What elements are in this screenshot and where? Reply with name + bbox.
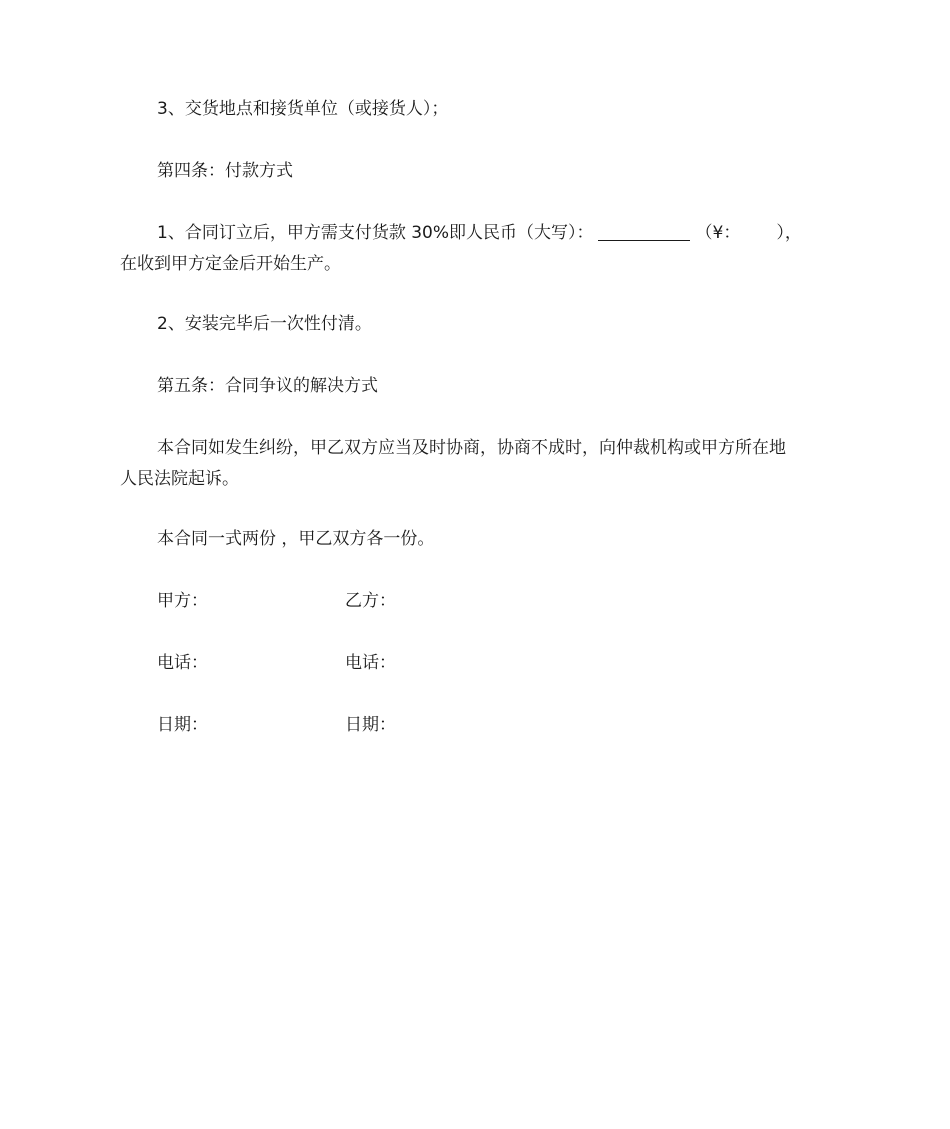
payment-clause-1-line-2: 在收到甲方定金后开始生产。 (120, 254, 341, 274)
dispute-clause-line-1: 本合同如发生纠纷，甲乙双方应当及时协商，协商不成时，向仲裁机构或甲方所在地 (157, 438, 786, 458)
signature-row-date (157, 710, 657, 741)
yen-close: ）， (776, 223, 802, 243)
payment-clause-1-line-1 (120, 218, 840, 249)
signature-row-party (157, 586, 657, 617)
payment-clause-2 (120, 309, 877, 340)
payment-clause-1 (120, 218, 840, 280)
party-a-date-label: 日期： (157, 715, 208, 735)
party-a-phone-label: 电话： (157, 653, 208, 673)
signature-row-phone (157, 648, 657, 679)
party-b-label: 乙方： (345, 591, 396, 611)
article-5-heading (120, 371, 877, 402)
delivery-location-text: 3、交货地点和接货单位（或接货人）； (157, 99, 449, 119)
delivery-location-clause (120, 94, 877, 125)
article-4-title: 第四条：付款方式 (157, 161, 293, 181)
article-4-heading (120, 156, 877, 187)
dispute-clause (120, 433, 840, 495)
article-5-title: 第五条：合同争议的解决方式 (157, 376, 378, 396)
party-b-phone-label: 电话： (345, 653, 396, 673)
payment-clause-1-text: 1、合同订立后，甲方需支付货款 30%即人民币（大写）： (157, 223, 594, 243)
party-b-date-label: 日期： (345, 715, 396, 735)
copies-text: 本合同一式两份 ，甲乙双方各一份。 (157, 529, 435, 549)
dispute-clause-line-2: 人民法院起诉。 (120, 469, 239, 489)
copies-clause (120, 524, 877, 555)
payment-clause-2-text: 2、安装完毕后一次性付清。 (157, 314, 372, 334)
party-a-label: 甲方： (157, 591, 208, 611)
amount-blank-line (598, 218, 690, 241)
yen-label: （¥： (695, 223, 741, 243)
